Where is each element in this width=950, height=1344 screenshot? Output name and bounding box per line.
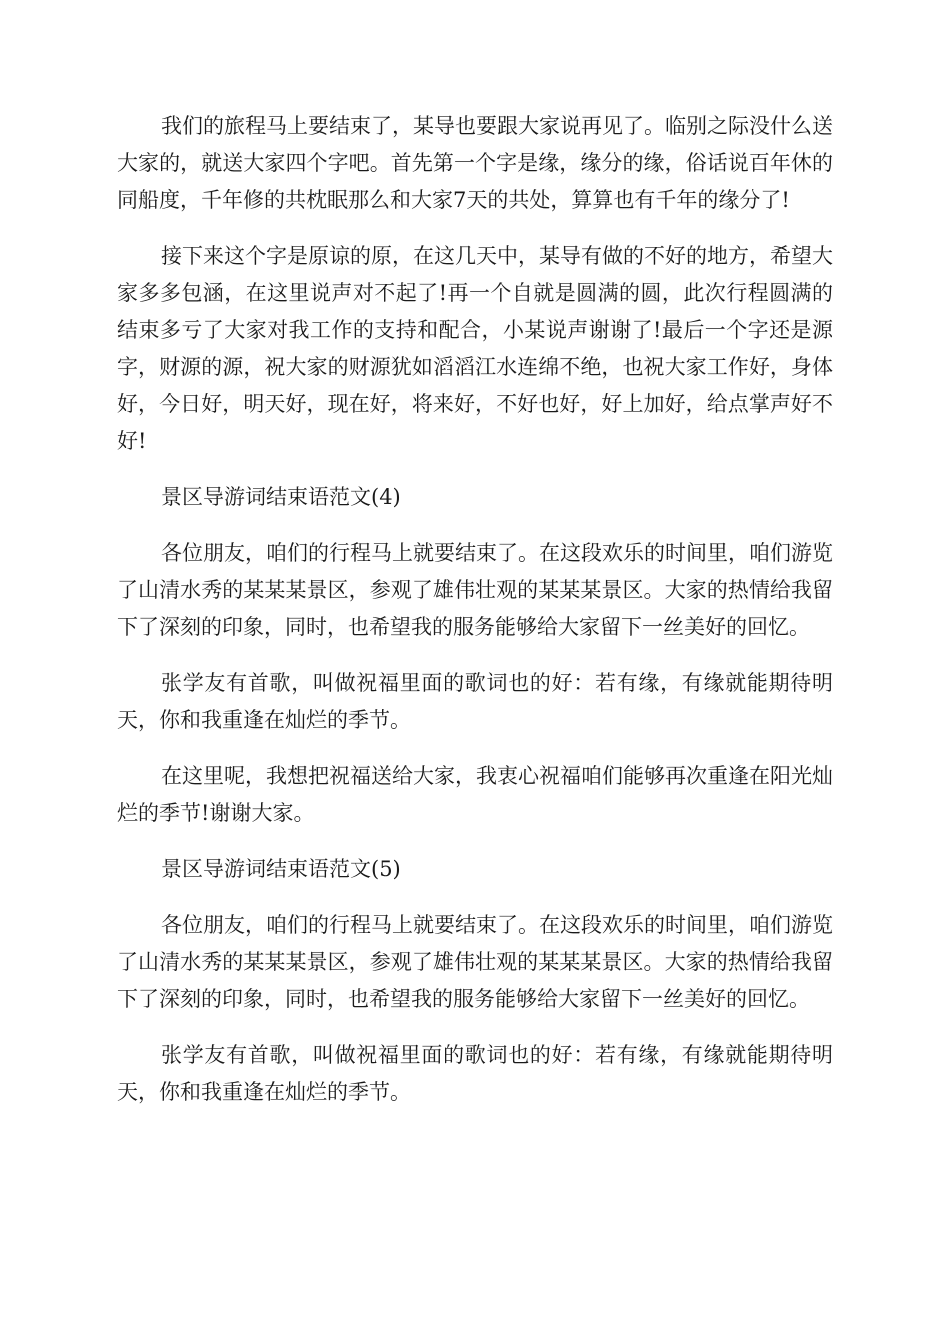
- paragraph-trip-ending: 各位朋友，咱们的行程马上就要结束了。在这段欢乐的时间里，咱们游览了山清水秀的某某某景区，参观了雄伟壮观的某某某景区。大家的热情给我留下了深刻的印象，同时，也希望我的服务能够给大家留下一丝美好的回忆。: [117, 541, 833, 639]
- paragraph-blessing: 在这里呢，我想把祝福送给大家，我衷心祝福咱们能够再次重逢在阳光灿烂的季节!谢谢大家。: [117, 764, 833, 825]
- document-page: [117, 108, 833, 1130]
- paragraph-trip-ending-repeat: 各位朋友，咱们的行程马上就要结束了。在这段欢乐的时间里，咱们游览了山清水秀的某某某景区，参观了雄伟壮观的某某某景区。大家的热情给我留下了深刻的印象，同时，也希望我的服务能够给大家留下一丝美好的回忆。: [117, 913, 833, 1011]
- paragraph-farewell-source: 接下来这个字是原谅的原，在这几天中，某导有做的不好的地方，希望大家多多包涵，在这里说声对不起了!再一个自就是圆满的圆，此次行程圆满的结束多亏了大家对我工作的支持和配合，小某说声谢谢了!最后一个字还是源字，财源的源，祝大家的财源犹如滔滔江水连绵不绝，也祝大家工作好，身体好，今日好，明天好，现在好，将来好，不好也好，好上加好，给点掌声好不好!: [117, 244, 833, 453]
- section-heading-4: 景区导游词结束语范文(4): [161, 485, 401, 509]
- paragraph-song-quote-repeat: 张学友有首歌，叫做祝福里面的歌词也的好：若有缘，有缘就能期待明天，你和我重逢在灿烂的季节。: [117, 1043, 833, 1104]
- paragraph-song-quote: 张学友有首歌，叫做祝福里面的歌词也的好：若有缘，有缘就能期待明天，你和我重逢在灿烂的季节。: [117, 671, 833, 732]
- paragraph-farewell-fate: 我们的旅程马上要结束了，某导也要跟大家说再见了。临别之际没什么送大家的，就送大家四个字吧。首先第一个字是缘，缘分的缘，俗话说百年休的同船度，千年修的共枕眠那么和大家7天的共处，算算也有千年的缘分了!: [117, 114, 833, 212]
- section-heading-5: 景区导游词结束语范文(5): [161, 857, 401, 881]
